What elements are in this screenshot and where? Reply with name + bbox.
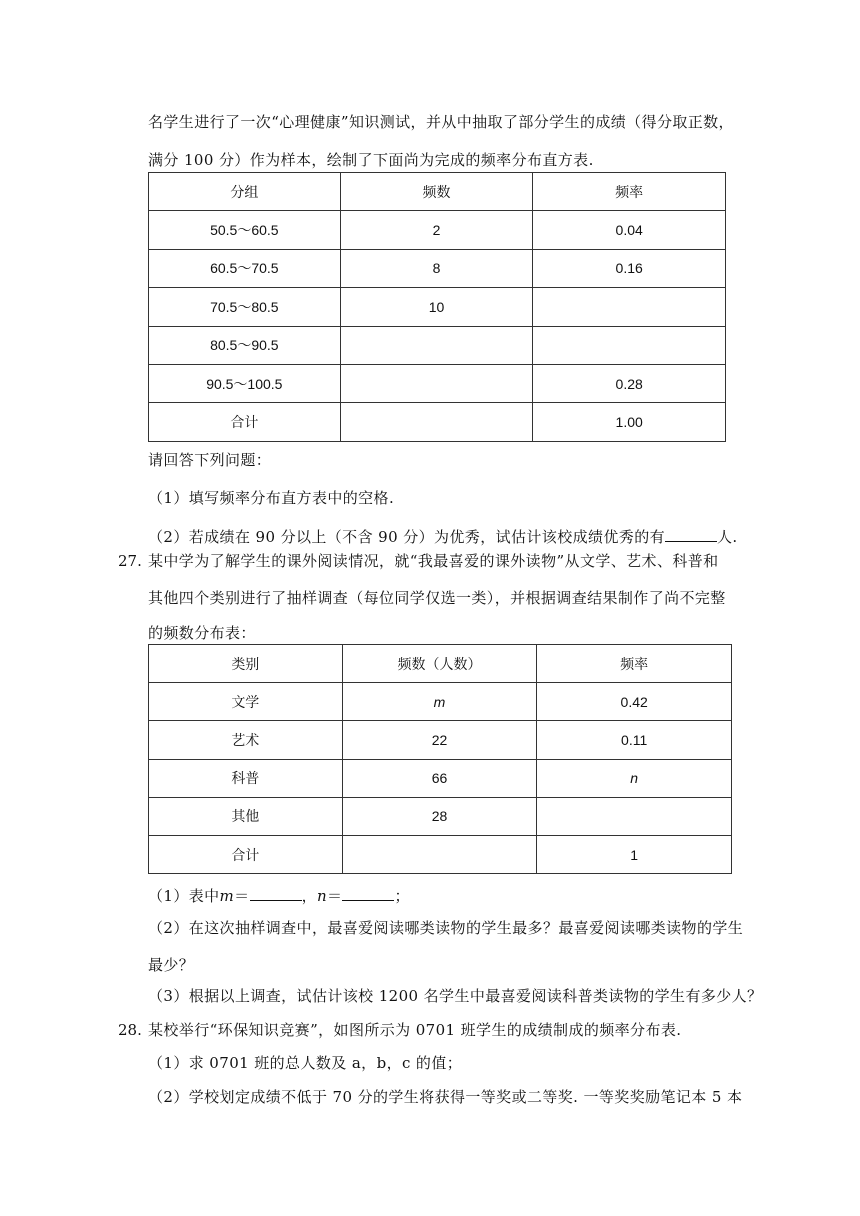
table-cell: 1 <box>537 835 732 873</box>
header-cell: 频数（人数） <box>342 645 537 683</box>
table-row <box>149 364 726 402</box>
table-cell: 其他 <box>149 797 343 835</box>
q26-part-2-text: （2）若成绩在 90 分以上（不含 90 分）为优秀，试估计该校成绩优秀的有 <box>148 528 665 546</box>
q28-line-1: 某校举行“环保知识竞赛”，如图所示为 0701 班学生的成绩制成的频率分布表. <box>148 1021 682 1039</box>
header-cell: 频率 <box>533 173 726 211</box>
table-cell <box>340 403 533 441</box>
semicolon: ； <box>394 887 410 905</box>
variable-m: m <box>433 693 446 710</box>
q26-part-2-end: 人. <box>717 528 738 546</box>
variable-n: n <box>630 770 639 787</box>
q27-part-2-line-2: 最少？ <box>148 956 195 974</box>
header-cell: 分组 <box>149 173 341 211</box>
table-cell: 0.42 <box>537 683 732 721</box>
table-cell: 28 <box>342 797 537 835</box>
table-cell: 合计 <box>149 403 341 441</box>
table-cell: 50.5～60.5 <box>149 211 341 249</box>
table-cell: 1.00 <box>533 403 726 441</box>
table-row <box>149 288 726 326</box>
table-cell: 合计 <box>149 835 343 873</box>
q27-line-2: 其他四个类别进行了抽样调查（每位同学仅选一类），并根据调查结果制作了尚不完整 <box>148 589 726 607</box>
table-cell <box>342 683 537 721</box>
table-cell: 22 <box>342 721 537 759</box>
table-cell: 0.11 <box>537 721 732 759</box>
frequency-table-2 <box>148 644 732 874</box>
table-header-row <box>149 173 726 211</box>
equals-sign: ＝ <box>234 887 250 905</box>
table-row <box>149 683 732 721</box>
intro-line-2: 满分 100 分）作为样本，绘制了下面尚为完成的频率分布直方表. <box>148 151 594 169</box>
table-cell: 70.5～80.5 <box>149 288 341 326</box>
equals-sign: ＝ <box>327 887 343 905</box>
table-cell <box>533 326 726 364</box>
answer-blank-n[interactable] <box>342 884 394 901</box>
table-row <box>149 326 726 364</box>
q27-line-3: 的频数分布表： <box>148 624 256 642</box>
table-cell: 8 <box>340 249 533 287</box>
q28-part-1: （1）求 0701 班的总人数及 a，b，c 的值； <box>148 1054 463 1072</box>
q27-line-1: 某中学为了解学生的课外阅读情况，就“我最喜爱的课外读物”从文学、艺术、科普和 <box>148 552 719 570</box>
table-row <box>149 835 732 873</box>
table-cell: 0.28 <box>533 364 726 402</box>
table-cell <box>537 797 732 835</box>
q26-part-2 <box>148 525 738 547</box>
table-cell <box>340 364 533 402</box>
table-cell <box>533 288 726 326</box>
table-cell: 2 <box>340 211 533 249</box>
table-row <box>149 403 726 441</box>
table-cell: 80.5～90.5 <box>149 326 341 364</box>
q27-part-3: （3）根据以上调查，试估计该校 1200 名学生中最喜爱阅读科普类读物的学生有多少人？ <box>148 987 763 1005</box>
intro-line-1: 名学生进行了一次“心理健康”知识测试，并从中抽取了部分学生的成绩（得分取正数， <box>148 113 734 131</box>
header-cell: 类别 <box>149 645 343 683</box>
q26-prompt: 请回答下列问题： <box>148 451 272 469</box>
answer-blank[interactable] <box>665 525 717 542</box>
variable-n: n <box>316 887 328 905</box>
table-row <box>149 721 732 759</box>
table-cell <box>537 759 732 797</box>
q27-part-1-text: （1）表中 <box>148 887 220 905</box>
table-cell: 0.16 <box>533 249 726 287</box>
table-cell: 60.5～70.5 <box>149 249 341 287</box>
variable-m: m <box>219 887 235 905</box>
table-row <box>149 211 726 249</box>
table-cell <box>340 326 533 364</box>
table-header-row <box>149 645 732 683</box>
table-cell: 0.04 <box>533 211 726 249</box>
header-cell: 频率 <box>537 645 732 683</box>
q28-number: 28. <box>118 1021 142 1039</box>
frequency-table-1 <box>148 172 726 442</box>
q27-number: 27. <box>118 552 142 570</box>
table-row <box>149 249 726 287</box>
table-row <box>149 797 732 835</box>
table-cell: 66 <box>342 759 537 797</box>
q28-part-2: （2）学校划定成绩不低于 70 分的学生将获得一等奖或二等奖. 一等奖奖励笔记本 5 本 <box>148 1088 743 1106</box>
table-cell: 文学 <box>149 683 343 721</box>
q27-part-2-line-1: （2）在这次抽样调查中，最喜爱阅读哪类读物的学生最多？最喜爱阅读哪类读物的学生 <box>148 919 744 937</box>
answer-blank-m[interactable] <box>250 884 302 901</box>
header-cell: 频数 <box>340 173 533 211</box>
table-cell: 10 <box>340 288 533 326</box>
q27-part-1 <box>148 884 410 906</box>
table-cell <box>342 835 537 873</box>
table-cell: 90.5～100.5 <box>149 364 341 402</box>
q26-part-1: （1）填写频率分布直方表中的空格. <box>148 489 395 507</box>
table-cell: 艺术 <box>149 721 343 759</box>
table-row <box>149 759 732 797</box>
table-cell: 科普 <box>149 759 343 797</box>
separator: ， <box>301 887 317 905</box>
